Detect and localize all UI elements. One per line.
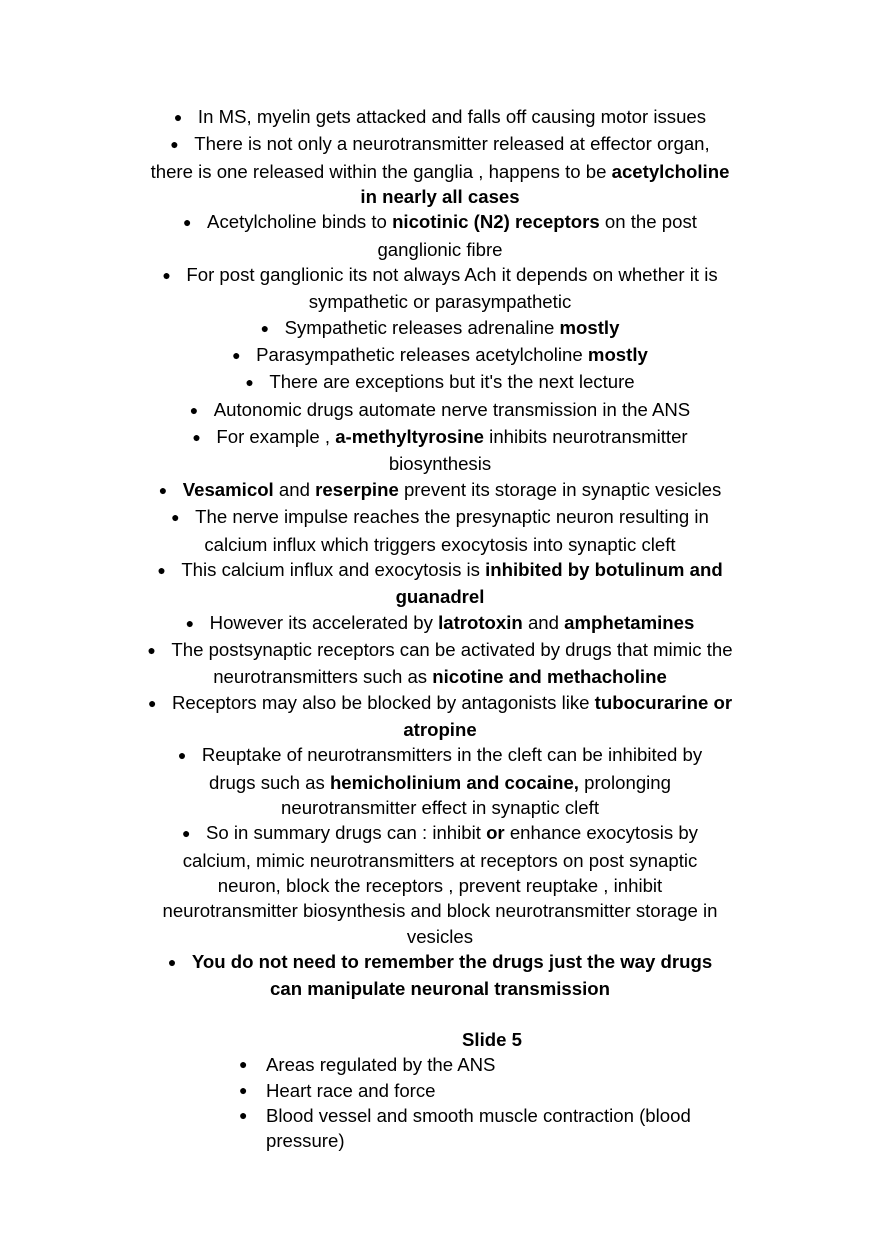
bold-text-run: inhibited by botulinum and guanadrel bbox=[395, 558, 723, 608]
text-run: Reuptake of neurotransmitters in the cleft can be inhibited by drugs such as bbox=[201, 744, 703, 793]
bullet-icon: ● bbox=[147, 641, 156, 658]
text-run: Acetylcholine binds to bbox=[207, 211, 393, 233]
bold-text-run: latrotoxin bbox=[438, 611, 523, 633]
bullet-icon: ● bbox=[245, 374, 254, 391]
bullet-icon: ● bbox=[189, 401, 199, 418]
paragraph-spacer bbox=[0, 1002, 880, 1027]
bullet-icon: ● bbox=[177, 747, 187, 764]
list-item bbox=[140, 262, 740, 315]
list-item bbox=[130, 610, 750, 637]
bullet-icon: ● bbox=[170, 136, 179, 153]
bold-text-run: a-methyltyrosine bbox=[335, 426, 485, 448]
bullet-icon: ● bbox=[260, 319, 270, 336]
list-item bbox=[150, 209, 730, 262]
bullet-icon: ● bbox=[173, 109, 183, 125]
text-run: The nerve impulse reaches the presynaptic neuron resulting in calcium influx which triggers exocytosis into synaptic cleft bbox=[195, 506, 709, 555]
bullet-icon: ● bbox=[239, 1107, 248, 1124]
text-run: Heart race and force bbox=[266, 1079, 436, 1101]
bullet-icon: ● bbox=[157, 561, 166, 578]
text-run: There are exceptions but it's the next lecture bbox=[269, 371, 635, 393]
bullet-icon: ● bbox=[239, 1056, 248, 1073]
list-item bbox=[150, 131, 730, 209]
text-run: Sympathetic releases adrenaline bbox=[284, 316, 560, 338]
bullet-icon: ● bbox=[162, 267, 171, 284]
list-item bbox=[135, 690, 745, 743]
bold-text-run: reserpine bbox=[315, 478, 399, 500]
bold-text-run: hemicholinium and cocaine, bbox=[329, 771, 579, 793]
document-page bbox=[0, 104, 880, 1154]
slide-5-bullet-list bbox=[0, 1052, 880, 1153]
text-run: Areas regulated by the ANS bbox=[266, 1054, 496, 1076]
bullet-icon: ● bbox=[232, 347, 241, 364]
text-run: and bbox=[273, 478, 316, 500]
bold-text-run: or bbox=[486, 822, 505, 844]
list-item bbox=[160, 742, 720, 820]
bold-text-run: acetylcholine in nearly all cases bbox=[360, 160, 730, 208]
bold-text-run: You do not need to remember the drugs just the way drugs can manipulate neuronal transmission bbox=[191, 951, 713, 1000]
text-run: However its accelerated by bbox=[209, 611, 439, 633]
text-run: enhance exocytosis by calcium, mimic neurotransmitters at receptors on post synaptic neuron, block the receptors , prevent reuptake , inhibit neurotransmitter biosynthesis and block neurotransmitter storage in vesicles bbox=[162, 822, 718, 947]
text-run: Parasympathetic releases acetylcholine bbox=[256, 344, 588, 366]
bullet-icon: ● bbox=[167, 954, 177, 970]
bold-text-run: amphetamines bbox=[564, 611, 695, 633]
text-run: prolonging neurotransmitter effect in synaptic cleft bbox=[281, 771, 671, 818]
bullet-icon: ● bbox=[192, 429, 201, 446]
text-run: Autonomic drugs automate nerve transmission in the ANS bbox=[213, 398, 691, 420]
text-run: So in summary drugs can : inhibit bbox=[206, 822, 487, 844]
list-item bbox=[150, 504, 730, 557]
list-item bbox=[120, 477, 760, 504]
bold-text-run: tubocurarine or atropine bbox=[403, 691, 733, 740]
text-run: For example , bbox=[216, 426, 336, 448]
text-run: This calcium influx and exocytosis is bbox=[181, 558, 486, 580]
list-item bbox=[170, 424, 710, 477]
list-item bbox=[140, 397, 740, 424]
text-run: For post ganglionic its not always Ach it depends on whether it is sympathetic or parasympathetic bbox=[186, 264, 718, 313]
list-item bbox=[150, 949, 730, 1002]
bold-text-run: nicotine and methacholine bbox=[432, 666, 667, 688]
list-item bbox=[0, 1052, 730, 1077]
text-run: In MS, myelin gets attacked and falls off causing motor issues bbox=[197, 106, 707, 127]
text-run: prevent its storage in synaptic vesicles bbox=[398, 478, 722, 500]
list-item bbox=[140, 369, 740, 396]
bold-text-run: mostly bbox=[587, 344, 648, 366]
bold-text-run: Vesamicol bbox=[182, 478, 274, 500]
text-run: Receptors may also be blocked by antagonists like bbox=[171, 691, 595, 713]
list-item bbox=[150, 104, 730, 131]
bold-text-run: mostly bbox=[559, 316, 620, 338]
text-run: and bbox=[522, 611, 565, 633]
bullet-icon: ● bbox=[171, 509, 180, 526]
text-run: inhibits neurotransmitter biosynthesis bbox=[388, 426, 688, 475]
slide-heading: Slide 5 bbox=[462, 1029, 522, 1051]
bullet-icon: ● bbox=[182, 825, 191, 842]
bullet-icon: ● bbox=[183, 214, 192, 231]
bullet-icon: ● bbox=[185, 614, 195, 631]
list-item bbox=[140, 315, 740, 342]
list-item bbox=[0, 1078, 730, 1103]
list-item bbox=[140, 342, 740, 369]
text-run: on the post ganglionic fibre bbox=[377, 211, 697, 260]
list-item bbox=[140, 637, 740, 690]
list-item bbox=[150, 820, 730, 949]
bullet-icon: ● bbox=[239, 1081, 248, 1098]
list-item bbox=[0, 1103, 730, 1154]
notes-bullet-list bbox=[0, 104, 880, 1002]
text-run: Blood vessel and smooth muscle contraction (blood pressure) bbox=[266, 1105, 691, 1152]
text-run: The postsynaptic receptors can be activated by drugs that mimic the neurotransmitters such as bbox=[171, 638, 733, 688]
bullet-icon: ● bbox=[147, 694, 157, 711]
text-run: There is not only a neurotransmitter released at effector organ, there is one released within the ganglia , happens to be bbox=[150, 133, 710, 182]
bullet-icon: ● bbox=[158, 481, 168, 498]
list-item bbox=[130, 557, 750, 610]
bold-text-run: nicotinic (N2) receptors bbox=[392, 211, 600, 233]
